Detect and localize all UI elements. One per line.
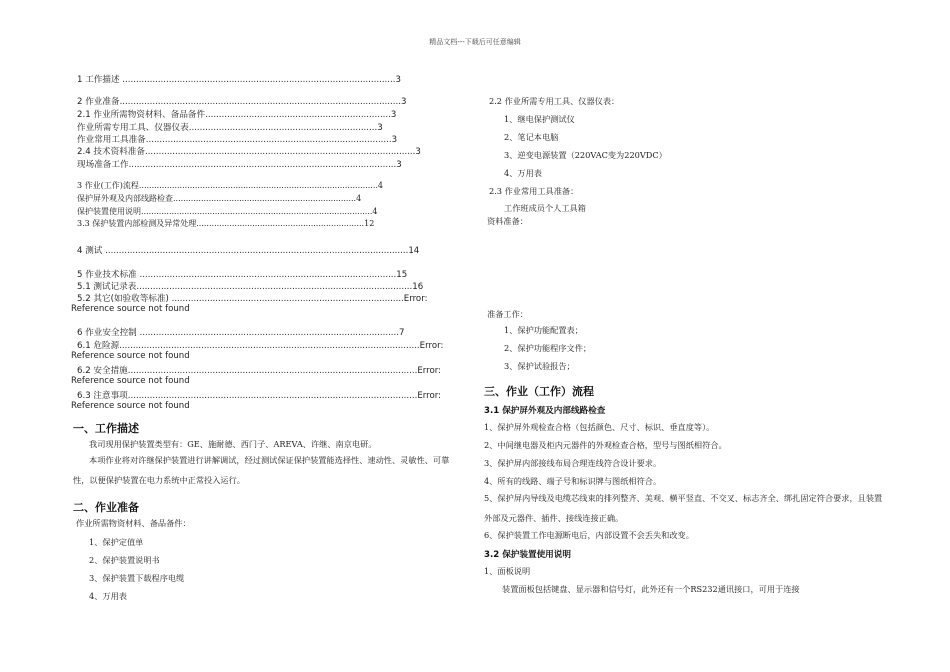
section-3-1-title: 3.1 保护屏外观及内部线路检查 — [484, 406, 606, 416]
list-item: 2、保护功能程序文件； — [504, 343, 592, 353]
toc-entry[interactable]: 2.1 作业所需物资材料、备品备件....................................................................3 — [77, 110, 397, 120]
list-item: 4、万用表 — [504, 168, 542, 178]
section-2-2-title: 2.2 作业所需专用工具、仪器仪表： — [489, 96, 620, 106]
list-item: 2、笔记本电脑 — [504, 132, 559, 142]
list-item: 3、逆变电源装置（220VAC变为220VDC） — [504, 150, 667, 160]
section-2-title: 二、作业准备 — [73, 501, 139, 514]
section-1-paragraph: 我司现用保护装置类型有：GE、施耐德、西门子、AREVA、许继、南京电研。 — [89, 439, 377, 449]
toc-entry[interactable]: 现场准备工作..................................................................................................3 — [77, 160, 402, 170]
toc-error-text: Reference source not found — [71, 304, 190, 314]
list-item: 4、所有的线路、端子号和标识牌与图纸相符合。 — [484, 476, 662, 486]
toc-entry[interactable]: 4 测试 ...............................................................................................................14 — [77, 246, 420, 256]
section-1-title: 一、工作描述 — [73, 422, 139, 435]
list-item: 2、保护装置说明书 — [89, 555, 160, 565]
section-3-2-title: 3.2 保护装置使用说明 — [484, 550, 571, 560]
toc-entry[interactable]: 5 作业技术标准 ..............................................................................................15 — [77, 270, 408, 280]
list-item: 6、保护装置工作电源断电后，内部设置不会丢失和改变。 — [484, 530, 694, 540]
page-header: 精品文档---下载后可任意编辑 — [429, 38, 521, 46]
section-1-paragraph: 本项作业将对许继保护装置进行讲解调试，经过测试保证保护装置能选择性、速动性、灵敏性、可靠性，以便保护装置在电力系统中正常投入运行。 — [73, 455, 450, 485]
list-item: 工作班成员个人工具箱 — [504, 203, 586, 213]
toc-entry[interactable]: 作业常用工具准备..........................................................................................3 — [77, 135, 398, 145]
toc-entry[interactable]: 3 作业(工作)流程..............................................................................................4 — [77, 181, 384, 190]
toc-entry[interactable]: 1 工作描述 ....................................................................................................3 — [77, 75, 401, 85]
toc-entry[interactable]: 6 作业安全控制 ...............................................................................................7 — [77, 328, 405, 338]
toc-entry[interactable]: 6.3 注意事项..........................................................................................................Error: — [77, 391, 442, 401]
toc-entry[interactable]: 保护装置使用说明...........................................................................................4 — [77, 207, 378, 216]
list-item: 1、继电保护测试仪 — [504, 114, 575, 124]
toc-entry[interactable]: 作业所需专用工具、仪器仪表.....................................................................3 — [77, 123, 383, 133]
toc-entry[interactable]: 5.2 其它(如验收等标准) .....................................................................................Error: — [77, 294, 428, 304]
section-2-3-title: 2.3 作业常用工具准备： — [489, 186, 579, 196]
list-item: 1、保护功能配置表； — [504, 325, 583, 335]
list-item: 3、保护装置下载程序电缆 — [89, 573, 185, 583]
list-item: 1、保护屏外观检查合格（包括颜色、尺寸、标识、垂直度等）。 — [484, 422, 715, 432]
list-item: 1、保护定值单 — [89, 537, 144, 547]
toc-error-text: Reference source not found — [71, 376, 190, 386]
list-item: 2、中间继电器及柜内元器件的外观检查合格，型号与图纸相符合。 — [484, 440, 727, 450]
docs-label: 资料准备： — [487, 216, 528, 226]
toc-entry[interactable]: 3.3 保护装置内部检测及异常处理..................................................................12 — [77, 219, 375, 228]
section-3-2-subtitle: 1、面板说明 — [484, 566, 531, 576]
toc-entry[interactable]: 6.1 危险源..............................................................................................................Error: — [77, 341, 444, 351]
toc-entry[interactable]: 5.1 测试记录表.....................................................................................................16 — [77, 282, 424, 292]
prep-label: 准备工作： — [487, 309, 528, 319]
section-2-subtitle: 作业所需物资材料、备品备件： — [76, 518, 191, 528]
toc-entry[interactable]: 2 作业准备.......................................................................................................3 — [77, 97, 407, 107]
list-item: 3、保护屏内部接线布局合理连线符合设计要求。 — [484, 458, 662, 468]
section-3-title: 三、作业（工作）流程 — [484, 385, 594, 398]
toc-entry[interactable]: 保护屏外观及内部线路检查........................................................................4 — [77, 194, 362, 203]
toc-entry[interactable]: 2.4 技术资料准备...................................................................................................3 — [77, 147, 421, 157]
toc-error-text: Reference source not found — [71, 351, 190, 361]
section-3-2-paragraph: 装置面板包括键盘、显示器和信号灯，此外还有一个RS232通讯接口，可用于连接 — [502, 584, 800, 594]
toc-entry[interactable]: 6.2 安全措施..........................................................................................................Error: — [77, 366, 442, 376]
toc-error-text: Reference source not found — [71, 401, 190, 411]
list-item: 5、保护屏内导线及电缆芯线束的排列整齐、美观、横平竖直、不交叉、标志齐全、绑扎固定符合要求，且装置外部及元器件、插件、接线连接正确。 — [484, 493, 883, 523]
list-item: 3、保护试验报告； — [504, 361, 575, 371]
list-item: 4、万用表 — [89, 591, 127, 601]
